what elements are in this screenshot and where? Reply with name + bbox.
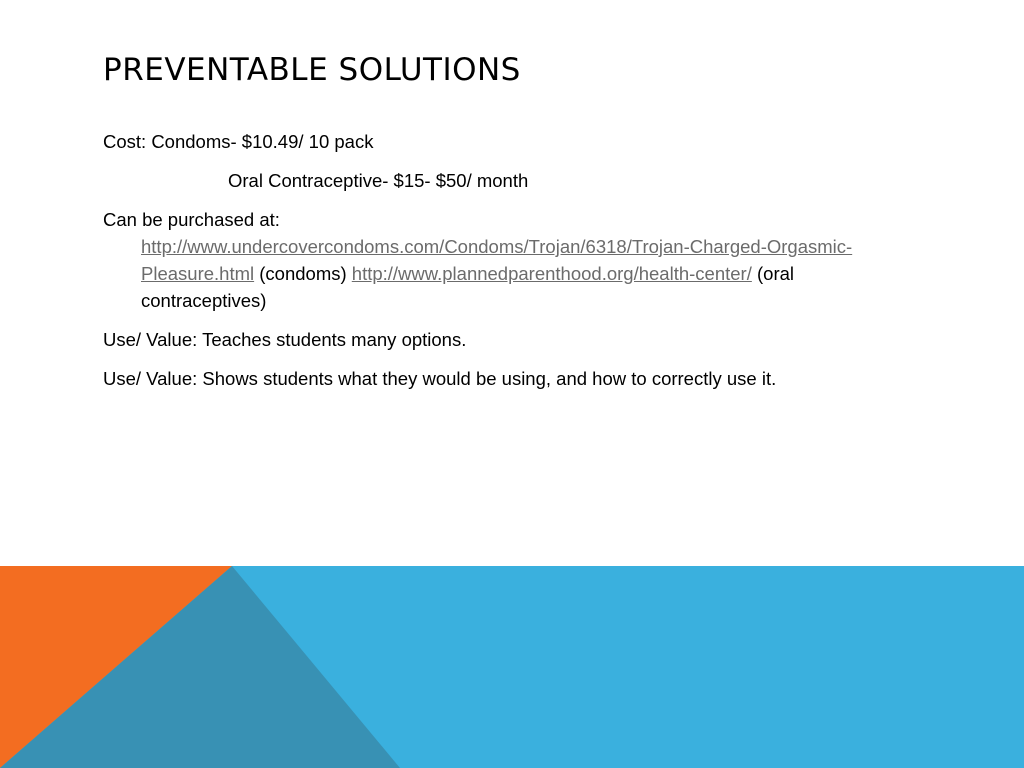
purchase-label: Can be purchased at: bbox=[103, 209, 280, 230]
condoms-link[interactable]: http://www.undercovercondoms.com/Condoms/Trojan/6318/Trojan-Charged-Orgasmic-Pleasure.html bbox=[141, 236, 853, 284]
planned-parenthood-link[interactable]: http://www.plannedparenthood.org/health-center/ bbox=[351, 263, 752, 284]
use-value-line-2: Use/ Value: Shows students what they would be using, and how to correctly use it. bbox=[103, 368, 777, 389]
oral-contraceptives-note: (oral contraceptives) bbox=[141, 263, 795, 311]
cost-line: Cost: Condoms- $10.49/ 10 pack bbox=[103, 131, 374, 152]
oral-contraceptive-line: Oral Contraceptive- $15- $50/ month bbox=[228, 170, 529, 191]
decorative-footer-shapes bbox=[0, 566, 1024, 768]
use-value-line-1: Use/ Value: Teaches students many options. bbox=[103, 329, 467, 350]
slide-title: PREVENTABLE SOLUTIONS bbox=[103, 52, 521, 88]
purchase-links bbox=[103, 233, 923, 314]
slide-body bbox=[103, 128, 923, 404]
condoms-note: (condoms) bbox=[254, 263, 352, 284]
